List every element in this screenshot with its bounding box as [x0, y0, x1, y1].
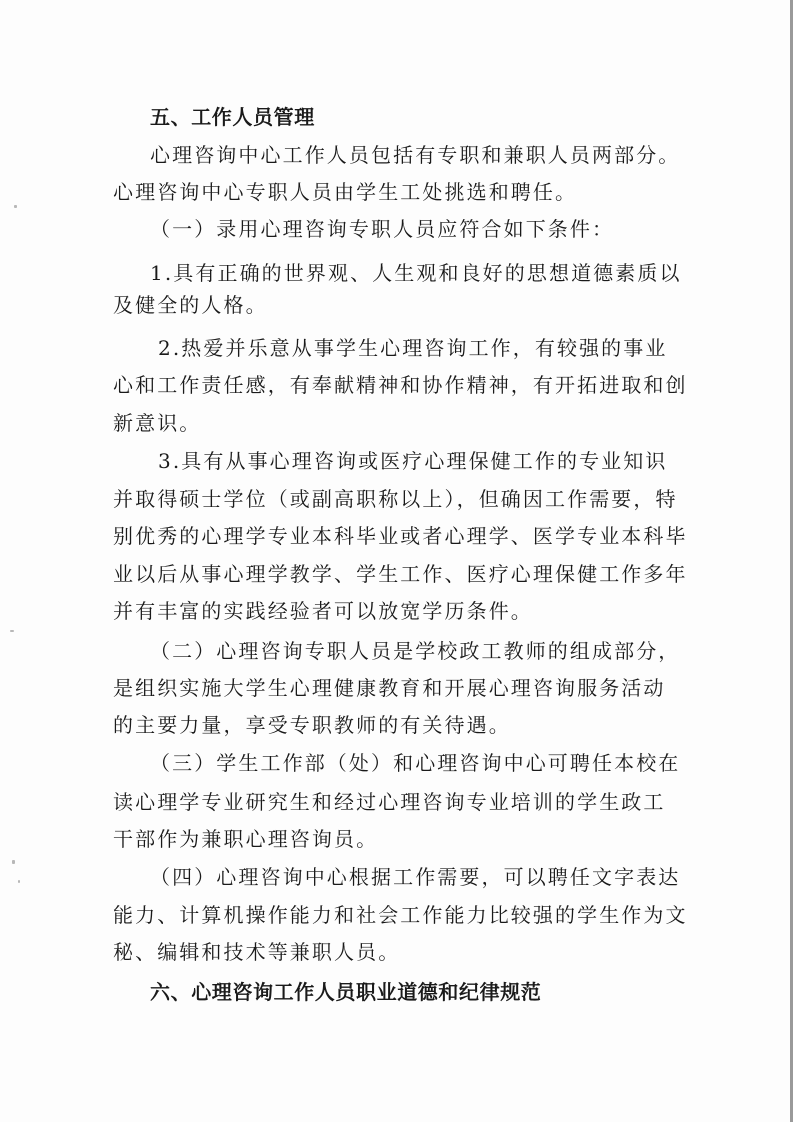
- clause-line: 干部作为兼职心理咨询员。: [113, 827, 379, 851]
- condition-line: 心和工作责任感，有奉献精神和协作精神，有开拓进取和创: [113, 373, 688, 397]
- scan-speck: [14, 205, 17, 208]
- scan-speck: [18, 880, 20, 883]
- clause-line: 是组织实施大学生心理健康教育和开展心理咨询服务活动: [113, 676, 666, 700]
- condition-line: 业以后从事心理学教学、学生工作、医疗心理保健工作多年: [113, 562, 688, 586]
- clause-line: （四）心理咨询中心根据工作需要，可以聘任文字表达: [150, 865, 681, 889]
- paragraph-line: （一）录用心理咨询专职人员应符合如下条件：: [150, 217, 615, 241]
- condition-line: 3.具有从事心理咨询或医疗心理保健工作的专业知识: [158, 449, 668, 473]
- scan-speck: [12, 860, 15, 864]
- clause-line: 读心理学专业研究生和经过心理咨询专业培训的学生政工: [113, 790, 666, 814]
- condition-line: 并有丰富的实践经验者可以放宽学历条件。: [113, 599, 533, 623]
- section-heading: 六、心理咨询工作人员职业道德和纪律规范: [150, 980, 542, 1004]
- condition-line: 并取得硕士学位（或副高职称以上），但确因工作需要，特: [113, 487, 678, 511]
- paragraph-line: 心理咨询中心工作人员包括有专职和兼职人员两部分。: [150, 143, 681, 167]
- scan-speck: [10, 630, 14, 632]
- clause-line: 的主要力量，享受专职教师的有关待遇。: [113, 713, 511, 737]
- clause-line: 能力、计算机操作能力和社会工作能力比较强的学生作为文: [113, 903, 688, 927]
- condition-line: 1.具有正确的世界观、人生观和良好的思想道德素质以: [150, 261, 682, 285]
- condition-line: 别优秀的心理学专业本科毕业或者心理学、医学专业本科毕: [113, 524, 688, 548]
- section-heading: 五、工作人员管理: [150, 105, 315, 129]
- condition-line: 新意识。: [113, 411, 202, 435]
- condition-line: 2.热爱并乐意从事学生心理咨询工作，有较强的事业: [158, 336, 668, 360]
- clause-line: （三）学生工作部（处）和心理咨询中心可聘任本校在: [150, 751, 681, 775]
- condition-line: 及健全的人格。: [113, 293, 268, 317]
- clause-line: （二）心理咨询专职人员是学校政工教师的组成部分，: [150, 639, 681, 663]
- paragraph-line: 心理咨询中心专职人员由学生工处挑选和聘任。: [113, 180, 578, 204]
- clause-line: 秘、编辑和技术等兼职人员。: [113, 940, 401, 964]
